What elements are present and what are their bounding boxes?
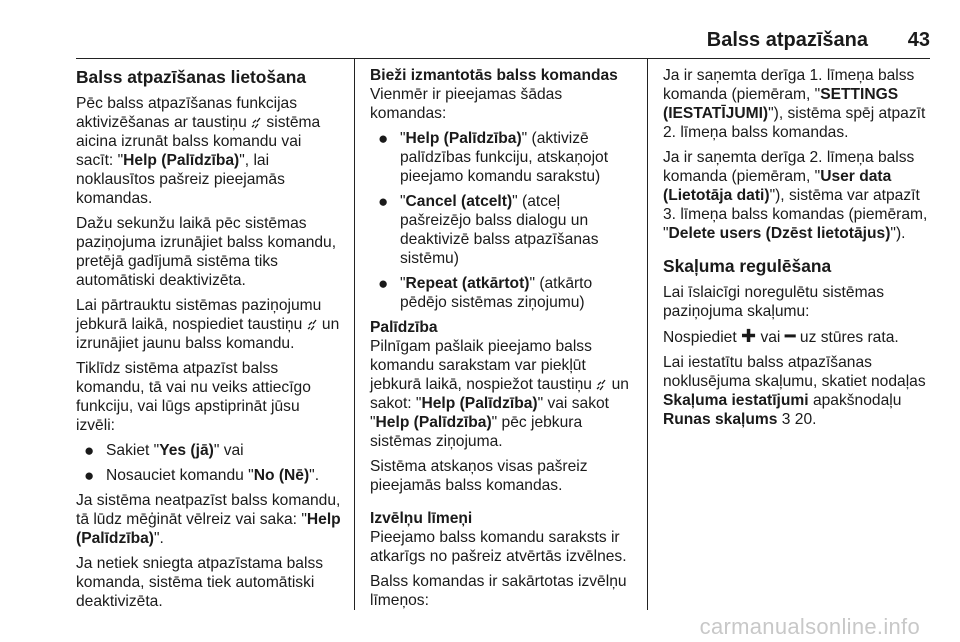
header-title: Balss atpazīšana [706, 29, 868, 51]
subheading-menu-levels: Izvēlņu līmeņi [370, 510, 473, 527]
paragraph: Pieejamo balss komandu saraksts ir atkarīgs no pašreiz atvērtās izvēlnes. [370, 529, 627, 565]
plus-icon: ✚ [741, 326, 757, 346]
subheading-common-commands: Bieži izmantotās balss komandas [370, 67, 618, 84]
subheading-help: Palīdzība [370, 319, 438, 336]
bullet-icon: ● [84, 441, 95, 460]
bullet-icon: ● [84, 466, 95, 485]
paragraph: Ja netiek sniegta atpazīstama balss komanda, sistēma tiek automātiski deaktivizēta. [76, 555, 324, 610]
paragraph: Lai īslaicīgi noregulētu sistēmas paziņojuma skaļumu: [663, 284, 885, 320]
paragraph: Ja ir saņemta derīga 2. līmeņa balss komanda (piemēram, "User data (Lietotāja dati)"), sistēma var atpazīt 3. līmeņa balss komandas (piemēram, "Delete users (Dzēst lietotājus)"). [663, 149, 928, 242]
paragraph: Balss komandas ir sakārtotas izvēlņu līmeņos: [370, 573, 627, 609]
paragraph: Tiklīdz sistēma atpazīst balss komandu, tā vai nu veiks attiecīgo funkciju, vai lūgs apstiprināt jūsu izvēli: [76, 360, 311, 434]
column-2 [370, 66, 635, 616]
paragraph: Lai iestatītu balss atpazīšanas noklusējuma skaļumu, skatiet nodaļas Skaļuma iestatījumi apakšnodaļu Runas skaļums 3 20. [663, 354, 926, 428]
bullet-icon: ● [378, 274, 389, 293]
paragraph: Pilnīgam pašlaik pieejamo balss komandu sarakstam var piekļūt jebkurā laikā, nospiežot taustiņu un sakot: "Help (Palīdzība)" vai sakot "Help (Palīdzība)" pēc jebkura sistēmas ziņojuma. [370, 338, 629, 450]
column-divider-1 [354, 58, 355, 610]
list-item: ● "Help (Palīdzība)" (aktivizē palīdzības funkciju, atskaņojot pieejamo komandu sarakstu) [378, 129, 609, 185]
minus-icon: ━ [784, 326, 796, 346]
page-header [76, 22, 930, 59]
list-item: ● Nosauciet komandu "No (Nē)". [84, 466, 320, 485]
voice-button-icon [596, 378, 607, 391]
voice-button-icon [251, 116, 262, 129]
paragraph: Ja sistēma neatpazīst balss komandu, tā lūdz mēģināt vēlreiz vai saka: "Help (Palīdzība)". [76, 492, 341, 547]
paragraph: Vienmēr ir pieejamas šādas komandas: [370, 86, 563, 122]
list-item: ● "Cancel (atcelt)" (atceļ pašreizējo balss dialogu un deaktivizē balss atpazīšanas sistēmu) [378, 192, 599, 267]
paragraph: Ja ir saņemta derīga 1. līmeņa balss komanda (piemēram, "SETTINGS (IESTATĪJUMI)"), sistēma spēj atpazīt 2. līmeņa balss komandas. [663, 67, 926, 141]
paragraph: Nospiediet ✚ vai ━ uz stūres rata. [663, 326, 899, 346]
watermark: carmanualsonline.info [699, 614, 920, 639]
page-number: 43 [907, 29, 930, 51]
list-item: ● Sakiet "Yes (jā)" vai [84, 441, 244, 460]
list-item: ● "Repeat (atkārtot)" (atkārto pēdējo sistēmas ziņojumu) [378, 274, 593, 311]
column-1 [76, 66, 341, 617]
bullet-list [370, 129, 635, 312]
voice-button-icon [307, 318, 318, 331]
page-reference-icon: 3 [781, 411, 791, 428]
bullet-icon: ● [378, 129, 389, 148]
bullet-list [76, 441, 341, 485]
bullet-icon: ● [378, 192, 389, 211]
paragraph: Lai pārtrauktu sistēmas paziņojumu jebkurā laikā, nospiediet taustiņu un izrunājiet jaunu balss komandu. [76, 297, 340, 352]
paragraph: Dažu sekunžu laikā pēc sistēmas paziņojuma izrunājiet balss komandu, pretējā gadījumā sistēma tiks automātiski deaktivizēta. [76, 215, 337, 289]
column-3 [663, 66, 928, 435]
section-heading-volume: Skaļuma regulēšana [663, 256, 832, 276]
paragraph: Pēc balss atpazīšanas funkcijas aktivizēšanas ar taustiņu sistēma aicina izrunāt balss komandu vai sacīt: "Help (Palīdzība)", lai noklausītos pašreiz pieejamās komandas. [76, 95, 321, 207]
column-divider-2 [647, 58, 648, 610]
section-heading-usage: Balss atpazīšanas lietošana [76, 67, 307, 87]
paragraph: Sistēma atskaņos visas pašreiz pieejamās balss komandas. [370, 458, 588, 494]
